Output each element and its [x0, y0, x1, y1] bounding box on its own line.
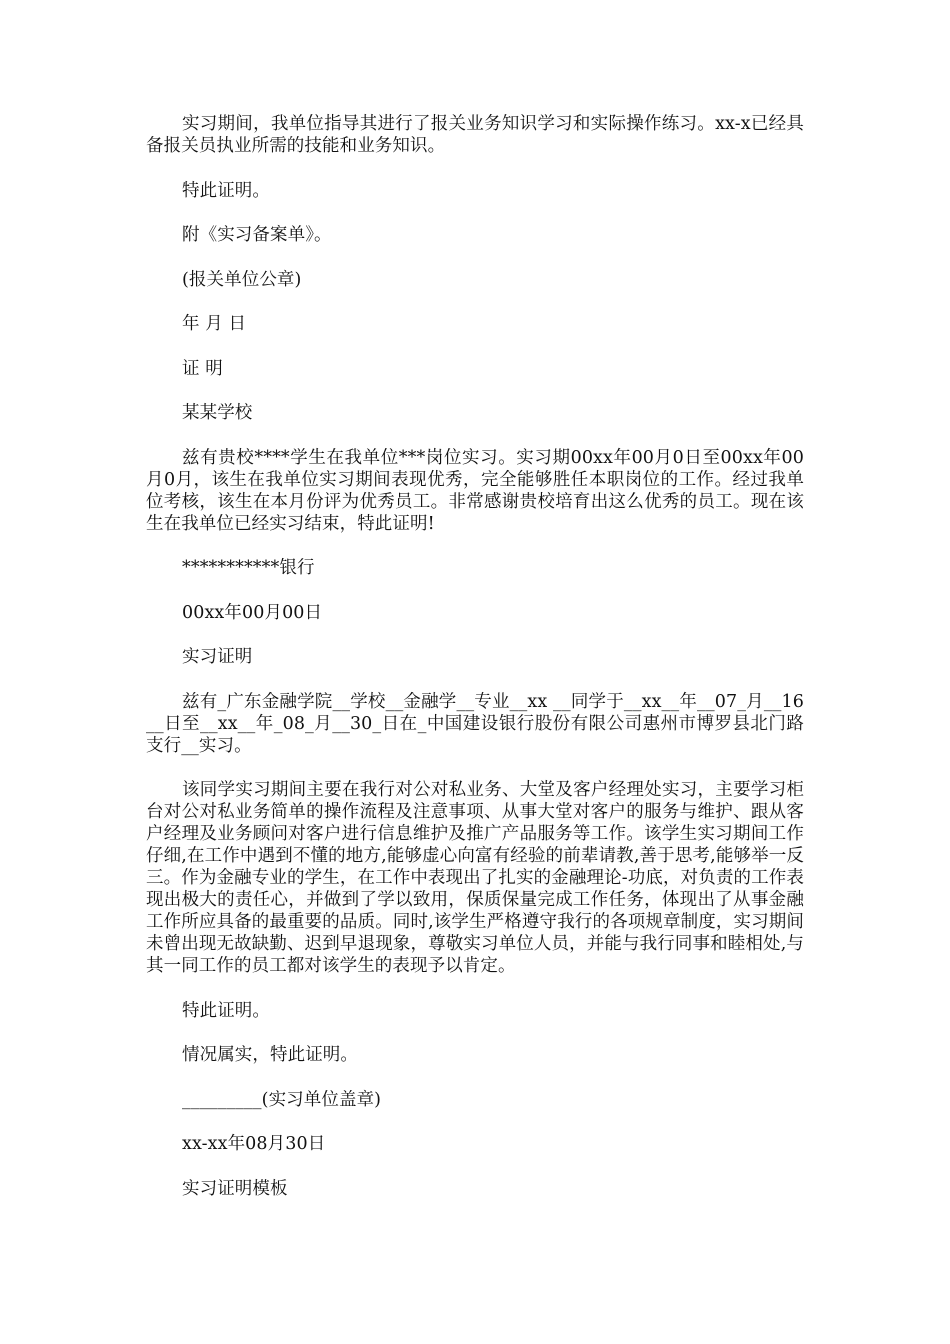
- paragraph-date-blank: 年 月 日: [182, 314, 247, 334]
- paragraph-bank-certificate-body: 兹有贵校****学生在我单位***岗位实习。实习期00xx年00月0日至00xx年00月0月，该生在我单位实习期间表现优秀，完全能够胜任本职岗位的工作。经过我单位考核，该生在本月份评为优秀员工。非常感谢贵校培育出这么优秀的员工。现在该生在我单位已经实习结束，特此证明!: [146, 447, 804, 534]
- paragraph-final-date: xx-xx年08月30日: [182, 1134, 326, 1154]
- paragraph-bank-signature: ***********银行: [182, 558, 315, 578]
- document-body: [146, 113, 804, 1222]
- paragraph-customs-seal: (报关单位公章): [182, 269, 302, 290]
- paragraph-performance-evaluation: 该同学实习期间主要在我行对公对私业务、大堂及客户经理处实习，主要学习柜台对公对私业务简单的操作流程及注意事项、从事大堂对客户的服务与维护、跟从客户经理及业务顾问对客户进行信息维护及推广产品服务等工作。该学生实习期间工作仔细,在工作中遇到不懂的地方,能够虚心向富有经验的前辈请教,善于思考,能够举一反三。作为金融专业的学生，在工作中表现出了扎实的金融理论-功底，对负责的工作表现出极大的责任心，并做到了学以致用，保质保量完成工作任务，体现出了从事金融工作所应具备的最重要的品质。同时,该学生严格遵守我行的各项规章制度，实习期间未曾出现无故缺勤、迟到早退现象，尊敬实习单位人员，并能与我行同事和睦相处,与其一同工作的员工都对该学生的表现予以肯定。: [146, 780, 804, 976]
- paragraph-internship-certificate-heading: 实习证明: [182, 647, 253, 667]
- paragraph-bank-date: 00xx年00月00日: [182, 602, 323, 623]
- paragraph-template-heading: 实习证明模板: [182, 1178, 288, 1199]
- paragraph-certify-1: 特此证明。: [182, 180, 270, 201]
- paragraph-unit-seal: _________(实习单位盖章): [182, 1089, 382, 1110]
- paragraph-certificate-heading: 证 明: [182, 358, 223, 379]
- paragraph-certify-2: 特此证明。: [182, 1000, 270, 1021]
- paragraph-facts-true: 情况属实，特此证明。: [182, 1045, 358, 1065]
- paragraph-student-details: 兹有_广东金融学院__学校__金融学__专业__xx __同学于__xx__年__07_月__16__日至__xx__年_08_月__30_日在_中国建设银行股份有限公司惠州市博罗县北门路支行__实习。: [146, 691, 804, 756]
- paragraph-internship-period: 实习期间，我单位指导其进行了报关业务知识学习和实际操作练习。xx-x已经具备报关员执业所需的技能和业务知识。: [146, 114, 804, 156]
- paragraph-recipient-school: 某某学校: [182, 403, 253, 423]
- paragraph-attachment: 附《实习备案单》。: [182, 225, 332, 245]
